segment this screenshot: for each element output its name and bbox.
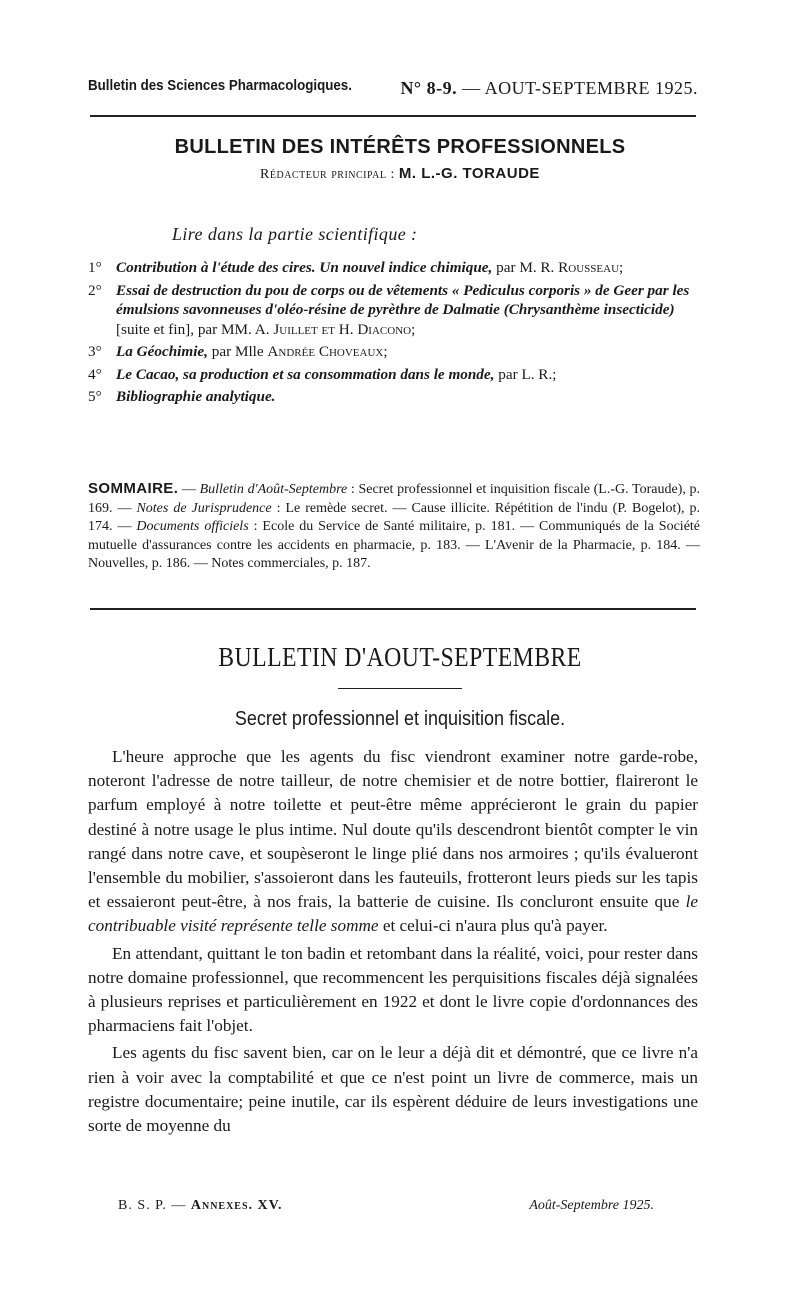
article-body [88,745,698,1141]
title-rule [338,688,462,689]
redacteur-name: M. L.-G. TORAUDE [398,165,540,182]
toc-by: par Mlle [207,343,268,360]
paragraph: Les agents du fisc savent bien, car on le leur a déjà dit et démontré, que ce livre n'a rien à voir avec la comptabilité et que ce n'est point un livre de commerce, mais un registre documentaire; peine inutile, car ils espèrent déduire de leurs investigations une sorte de moyenne du [88,1043,698,1136]
toc-tail: ; [411,320,416,338]
sommaire-section: Bulletin d'Août-Septembre [199,482,348,497]
page-footer [118,1198,654,1218]
toc-number: 3° [88,343,102,360]
toc-title: Le Cacao, sa production et sa consommation dans le monde, [116,365,495,383]
toc-title: Contribution à l'étude des cires. Un nouvel indice chimique, [116,259,493,276]
journal-name: Bulletin des Sciences Pharmacologiques. [88,78,352,94]
toc-number: 2° [88,281,102,299]
toc-item [88,281,700,340]
toc-authors: Rousseau [558,259,620,276]
toc-authors: Juillet et H. Diacono [273,320,412,338]
toc-by: par M. R. [492,259,559,276]
issue-info [400,78,698,99]
footer-date: Août-Septembre 1925. [529,1198,654,1213]
paragraph-italic: le contribuable visité représente telle somme [88,892,698,936]
footer-annex: Annexes. XV. [190,1198,283,1213]
sommaire-section: Notes de Jurisprudence [136,500,272,516]
header-rule [90,115,696,117]
toc-item [88,258,700,278]
issue-date: — AOUT-SEPTEMBRE 1925. [462,78,698,98]
article-title: Secret professionnel et inquisition fiscale. [234,708,566,730]
paragraph: En attendant, quittant le ton badin et retombant dans la réalité, voici, pour rester dans notre domaine professionnel, que recommencent les perquisitions fiscales déjà signalées à plusieurs reprises et particulièrement en 1922 et dont le livre copie d'ordonnances des pharmaciens fait l'objet. [88,943,698,1036]
bulletin-title: BULLETIN DES INTÉRÊTS PROFESSIONNELS [174,136,626,158]
footer-left [118,1198,282,1214]
sommaire-section: Documents officiels [136,519,249,534]
sommaire-text: : Ecole du Service de Santé militaire, p. 181. — Communiqués de la Société mutuelle d'assurances contre les accidents en pharmacie, p. 183. — L'Avenir de la Pharmacie, p. 184. — Nouvelles, p. 186. — Notes commerciales, p. 187. [88,519,701,571]
issue-number: N° 8-9. [400,78,458,98]
footer-journal: B. S. P. — [118,1198,191,1213]
toc-item [88,387,700,407]
paragraph-text: L'heure approche que les agents du fisc viendront examiner notre garde-robe, noteront l'adresse de notre tailleur, de notre chemisier et de notre bottier, flaireront le parfum employé à notre toilette et peut-être même apprécieront le grain du papier destiné à notre usage le plus intime. Nul doute qu'ils descendront bientôt compter le vin rangé dans notre cave, et soupèseront le linge plié dans nos armoires ; qu'ils évalueront l'ensemble du mobilier, s'assoieront dans les fauteuils, frotteront leurs pieds sur les tapis et essaieront peut-être, à nos frais, la batterie de cuisine. Ils concluront ensuite que [88,747,698,912]
toc-by: [suite et fin], par MM. A. [116,320,274,338]
running-head [88,78,698,104]
toc-tail: ; [383,343,388,360]
sommaire-text: — [178,482,200,497]
redacteur-line [0,165,800,183]
section-title: BULLETIN D'AOUT-SEPTEMBRE [218,642,582,672]
toc-title: La Géochimie, [116,343,208,360]
redacteur-label: Rédacteur principal : [260,167,395,182]
toc-authors: Andrée Choveaux [267,343,384,360]
toc-item [88,342,700,362]
sommaire-text: : Secret professionnel et inquisition fiscale (L.-G. Toraude), p. 169. — [88,482,701,516]
toc-title: Essai de destruction du pou de corps ou de vêtements « Pediculus corporis » de Geer par les émulsions savonneuses d'oléo-résine de pyrèthre de Dalmatie (Chrysanthème insecticide) [116,281,690,318]
toc-number: 1° [88,259,102,276]
paragraph [88,745,698,939]
sommaire-label: SOMMAIRE. [88,480,179,497]
toc-number: 4° [88,365,102,383]
toc-by: par L. R.; [494,365,557,383]
toc-tail: ; [619,259,624,276]
scientific-contents [88,258,700,410]
toc-item [88,365,700,385]
paragraph-text: et celui-ci n'aura plus qu'à payer. [378,916,608,936]
sommaire-text: : Le remède secret. — Cause illicite. Répétition de l'indu (P. Bogelot), p. 174. — [88,500,700,534]
sommaire [88,480,700,574]
section-rule [90,608,696,610]
toc-number: 5° [88,388,102,405]
toc-title: Bibliographie analytique. [116,388,276,405]
scientific-intro: Lire dans la partie scientifique : [172,224,418,244]
